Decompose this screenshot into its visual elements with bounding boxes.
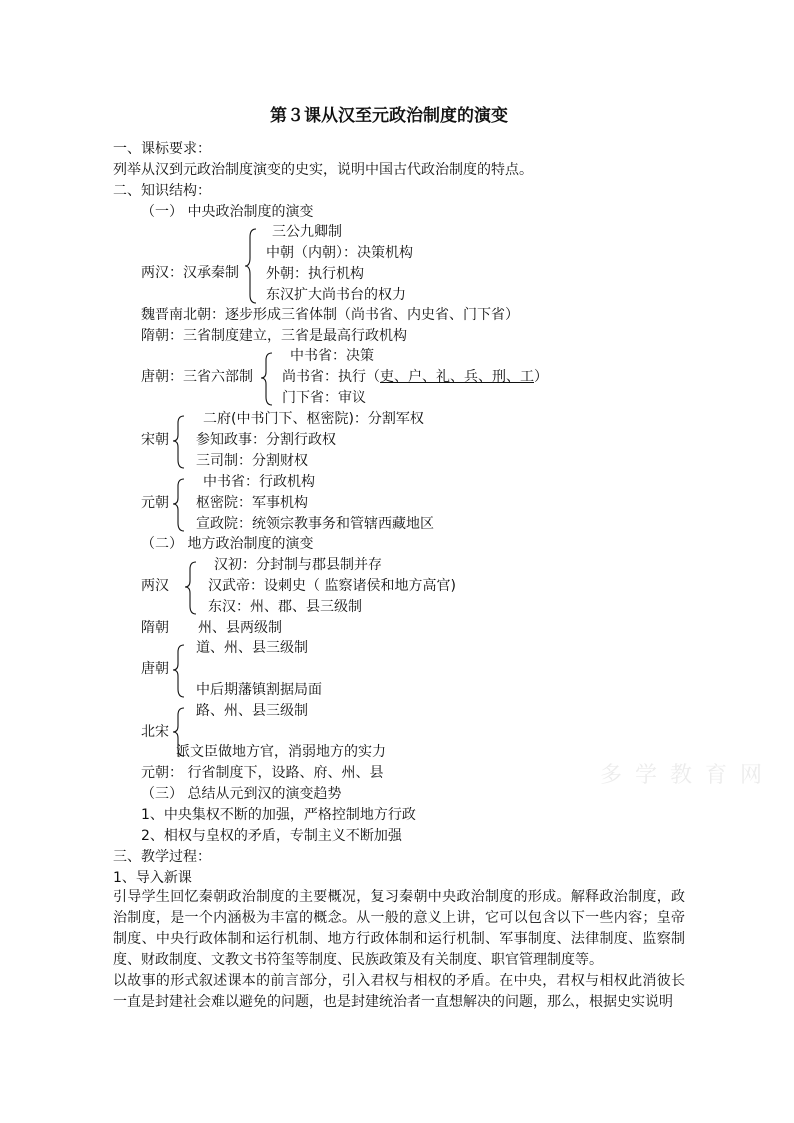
- part-2-heading: （二） 地方政治制度的演变: [141, 536, 314, 552]
- section-1-text: 列举从汉到元政治制度演变的史实，说明中国古代政治制度的特点。: [113, 162, 533, 178]
- list-item: 州、县两级制: [198, 620, 282, 636]
- list-item: 派文臣做地方官，消弱地方的实力: [176, 744, 386, 760]
- list-item: 路、州、县三级制: [196, 703, 308, 719]
- list-item: 中后期藩镇割据局面: [196, 682, 322, 698]
- list-item: 三公九卿制: [272, 224, 342, 240]
- brace: [172, 478, 186, 532]
- list-item: 外朝：执行机构: [266, 266, 364, 282]
- subsection-heading: 1、导入新课: [113, 870, 192, 886]
- list-item: 东汉：州、郡、县三级制: [208, 599, 362, 615]
- list-item: 尚书省：执行（吏、户、礼、兵、刑、工）: [282, 369, 548, 385]
- brace: [172, 707, 186, 757]
- group-label: 两汉：汉承秦制: [141, 265, 239, 281]
- list-item: 中书省：决策: [290, 348, 374, 364]
- brace: [244, 228, 258, 304]
- list-item: 中书省：行政机构: [203, 474, 315, 490]
- section-1-heading: 一、课标要求：: [113, 141, 211, 157]
- paragraph: 以故事的形式叙述课本的前言部分，引入君权与相权的矛盾。在中央，君权与相权此消彼长一直是封建社会难以避免的问题，也是封建统治者一直想解决的问题，那么，根据史实说明: [113, 973, 685, 1010]
- list-item: 汉初：分封制与郡县制并存: [214, 557, 382, 573]
- list-item: 道、州、县三级制: [196, 640, 308, 656]
- list-item: 三司制：分割财权: [196, 453, 308, 469]
- list-item: 枢密院：军事机构: [196, 495, 308, 511]
- brace: [184, 561, 198, 615]
- brace: [172, 644, 186, 698]
- list-item: 参知政事：分割行政权: [196, 432, 336, 448]
- section-3-heading: 三、教学过程：: [113, 849, 211, 865]
- list-item: 门下省：审议: [282, 390, 366, 406]
- section-2-heading: 二、知识结构：: [113, 183, 211, 199]
- list-item: 2、相权与皇权的矛盾，专制主义不断加强: [141, 828, 402, 844]
- weijin-line: 魏晋南北朝：逐步形成三省体制（尚书省、内史省、门下省）: [141, 307, 519, 323]
- group-label: 唐朝: [141, 661, 169, 677]
- group-label: 两汉: [141, 578, 169, 594]
- brace: [260, 352, 274, 406]
- watermark: 多 学 教 育 网: [600, 763, 765, 788]
- brace: [172, 415, 186, 469]
- group-label: 宋朝: [141, 432, 169, 448]
- group-label: 北宋: [141, 724, 169, 740]
- part-3-heading: （三） 总结从元到汉的演变趋势: [141, 786, 342, 802]
- list-item: 汉武帝：设刺史（ 监察诸侯和地方高官): [208, 578, 456, 594]
- group-label: 唐朝：三省六部制: [141, 369, 253, 385]
- list-item: 二府(中书门下、枢密院)：分割军权: [203, 411, 424, 427]
- sui-line: 隋朝：三省制度建立，三省是最高行政机构: [141, 328, 407, 344]
- yuan-local-line: 元朝： 行省制度下，设路、府、州、县: [141, 765, 384, 781]
- group-label: 元朝: [141, 495, 169, 511]
- list-item: 1、中央集权不断的加强，严格控制地方行政: [141, 807, 416, 823]
- list-item: 东汉扩大尚书台的权力: [266, 287, 406, 303]
- part-1-heading: （一） 中央政治制度的演变: [141, 204, 314, 220]
- list-item: 宣政院：统领宗教事务和管辖西藏地区: [196, 516, 434, 532]
- list-item: 中朝（内朝）：决策机构: [266, 245, 413, 261]
- paragraph: 引导学生回忆秦朝政治制度的主要概况，复习秦朝中央政治制度的形成。解释政治制度，政治制度，是一个内涵极为丰富的概念。从一般的意义上讲，它可以包含以下一些内容；皇帝制度、中央行政体制和运行机制、地方行政体制和运行机制、军事制度、法律制度、监察制度、财政制度、文教文书符玺等制度、民族政策及有关制度、职官管理制度等。: [113, 889, 685, 968]
- page-title: 第３课从汉至元政治制度的演变: [270, 106, 508, 126]
- group-label: 隋朝: [141, 620, 169, 636]
